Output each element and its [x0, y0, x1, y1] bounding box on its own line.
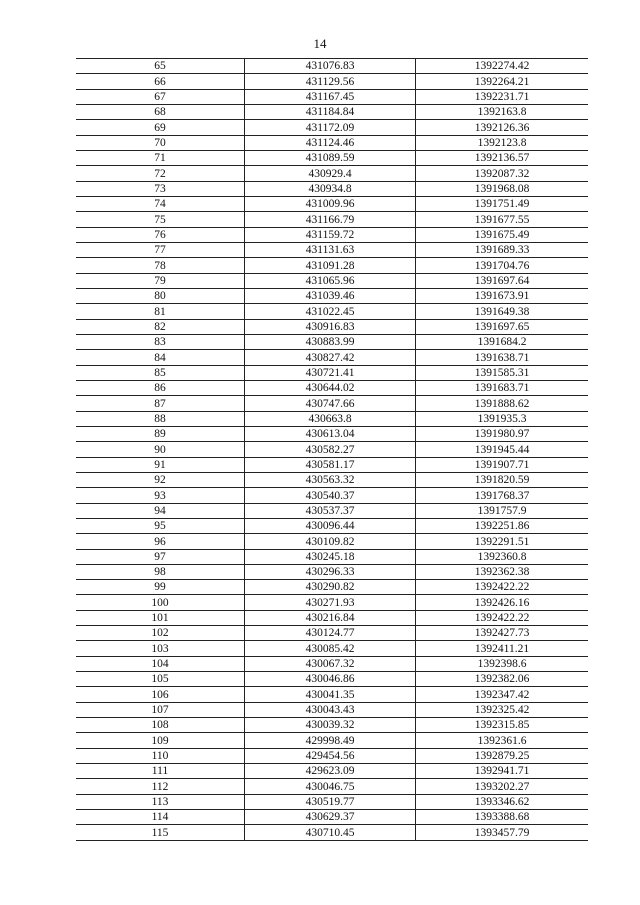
point-number-cell: 78 — [76, 258, 245, 273]
table-row — [76, 457, 588, 472]
point-number-cell: 73 — [76, 181, 245, 196]
point-number-cell: 69 — [76, 120, 245, 135]
point-number-cell: 82 — [76, 319, 245, 334]
y-coordinate-cell: 1392231.71 — [416, 89, 589, 104]
y-coordinate-cell: 1391638.71 — [416, 350, 589, 365]
point-number-cell: 93 — [76, 488, 245, 503]
point-number-cell: 84 — [76, 350, 245, 365]
table-row — [76, 135, 588, 150]
table-row — [76, 258, 588, 273]
table-row — [76, 89, 588, 104]
table-row — [76, 641, 588, 656]
x-coordinate-cell: 430710.45 — [245, 825, 416, 840]
y-coordinate-cell: 1391689.33 — [416, 242, 589, 257]
point-number-cell: 86 — [76, 380, 245, 395]
table-body — [76, 59, 588, 841]
point-number-cell: 65 — [76, 59, 245, 74]
point-number-cell: 106 — [76, 687, 245, 702]
point-number-cell: 67 — [76, 89, 245, 104]
y-coordinate-cell: 1393202.27 — [416, 779, 589, 794]
table-row — [76, 610, 588, 625]
x-coordinate-cell: 430085.42 — [245, 641, 416, 656]
x-coordinate-cell: 431089.59 — [245, 150, 416, 165]
table-row — [76, 764, 588, 779]
point-number-cell: 110 — [76, 748, 245, 763]
table-row — [76, 273, 588, 288]
table-row — [76, 718, 588, 733]
table-row — [76, 334, 588, 349]
y-coordinate-cell: 1391684.2 — [416, 334, 589, 349]
y-coordinate-cell: 1392941.71 — [416, 764, 589, 779]
table-row — [76, 702, 588, 717]
point-number-cell: 105 — [76, 672, 245, 687]
y-coordinate-cell: 1391649.38 — [416, 304, 589, 319]
y-coordinate-cell: 1392347.42 — [416, 687, 589, 702]
y-coordinate-cell: 1392422.22 — [416, 610, 589, 625]
point-number-cell: 94 — [76, 503, 245, 518]
x-coordinate-cell: 430883.99 — [245, 334, 416, 349]
x-coordinate-cell: 431159.72 — [245, 227, 416, 242]
y-coordinate-cell: 1392411.21 — [416, 641, 589, 656]
x-coordinate-cell: 430663.8 — [245, 411, 416, 426]
x-coordinate-cell: 430046.86 — [245, 672, 416, 687]
x-coordinate-cell: 431022.45 — [245, 304, 416, 319]
y-coordinate-cell: 1392361.6 — [416, 733, 589, 748]
x-coordinate-cell: 430519.77 — [245, 794, 416, 809]
x-coordinate-cell: 430540.37 — [245, 488, 416, 503]
point-number-cell: 113 — [76, 794, 245, 809]
x-coordinate-cell: 430721.41 — [245, 365, 416, 380]
x-coordinate-cell: 431091.28 — [245, 258, 416, 273]
table-row — [76, 626, 588, 641]
point-number-cell: 90 — [76, 442, 245, 457]
y-coordinate-cell: 1391751.49 — [416, 196, 589, 211]
table-row — [76, 656, 588, 671]
point-number-cell: 87 — [76, 396, 245, 411]
x-coordinate-cell: 430109.82 — [245, 534, 416, 549]
y-coordinate-cell: 1392264.21 — [416, 74, 589, 89]
point-number-cell: 92 — [76, 472, 245, 487]
page-number: 14 — [313, 36, 327, 51]
x-coordinate-cell: 430929.4 — [245, 166, 416, 181]
x-coordinate-cell: 430582.27 — [245, 442, 416, 457]
point-number-cell: 114 — [76, 810, 245, 825]
point-number-cell: 66 — [76, 74, 245, 89]
y-coordinate-cell: 1392398.6 — [416, 656, 589, 671]
point-number-cell: 72 — [76, 166, 245, 181]
x-coordinate-cell: 430039.32 — [245, 718, 416, 733]
x-coordinate-cell: 430747.66 — [245, 396, 416, 411]
y-coordinate-cell: 1392362.38 — [416, 564, 589, 579]
table-row — [76, 74, 588, 89]
table-row — [76, 595, 588, 610]
point-number-cell: 101 — [76, 610, 245, 625]
x-coordinate-cell: 431065.96 — [245, 273, 416, 288]
y-coordinate-cell: 1392427.73 — [416, 626, 589, 641]
y-coordinate-cell: 1391673.91 — [416, 288, 589, 303]
y-coordinate-cell: 1392426.16 — [416, 595, 589, 610]
table-row — [76, 825, 588, 840]
y-coordinate-cell: 1391697.64 — [416, 273, 589, 288]
table-row — [76, 288, 588, 303]
table-row — [76, 426, 588, 441]
point-number-cell: 80 — [76, 288, 245, 303]
x-coordinate-cell: 430644.02 — [245, 380, 416, 395]
y-coordinate-cell: 1391697.65 — [416, 319, 589, 334]
x-coordinate-cell: 430613.04 — [245, 426, 416, 441]
x-coordinate-cell: 429454.56 — [245, 748, 416, 763]
point-number-cell: 74 — [76, 196, 245, 211]
x-coordinate-cell: 430296.33 — [245, 564, 416, 579]
table-row — [76, 380, 588, 395]
table-row — [76, 672, 588, 687]
table-row — [76, 227, 588, 242]
x-coordinate-cell: 429623.09 — [245, 764, 416, 779]
x-coordinate-cell: 429998.49 — [245, 733, 416, 748]
x-coordinate-cell: 430043.43 — [245, 702, 416, 717]
y-coordinate-cell: 1392382.06 — [416, 672, 589, 687]
y-coordinate-cell: 1392087.32 — [416, 166, 589, 181]
x-coordinate-cell: 430124.77 — [245, 626, 416, 641]
point-number-cell: 98 — [76, 564, 245, 579]
table-row — [76, 442, 588, 457]
x-coordinate-cell: 431167.45 — [245, 89, 416, 104]
point-number-cell: 99 — [76, 580, 245, 595]
point-number-cell: 102 — [76, 626, 245, 641]
x-coordinate-cell: 430934.8 — [245, 181, 416, 196]
point-number-cell: 104 — [76, 656, 245, 671]
table-row — [76, 794, 588, 809]
y-coordinate-cell: 1392291.51 — [416, 534, 589, 549]
point-number-cell: 77 — [76, 242, 245, 257]
point-number-cell: 81 — [76, 304, 245, 319]
table-row — [76, 503, 588, 518]
point-number-cell: 91 — [76, 457, 245, 472]
x-coordinate-cell: 431166.79 — [245, 212, 416, 227]
y-coordinate-cell: 1393346.62 — [416, 794, 589, 809]
x-coordinate-cell: 430216.84 — [245, 610, 416, 625]
point-number-cell: 68 — [76, 104, 245, 119]
x-coordinate-cell: 430046.75 — [245, 779, 416, 794]
x-coordinate-cell: 430563.32 — [245, 472, 416, 487]
table-row — [76, 120, 588, 135]
x-coordinate-cell: 431076.83 — [245, 59, 416, 74]
x-coordinate-cell: 430537.37 — [245, 503, 416, 518]
x-coordinate-cell: 430629.37 — [245, 810, 416, 825]
x-coordinate-cell: 431124.46 — [245, 135, 416, 150]
y-coordinate-cell: 1391585.31 — [416, 365, 589, 380]
table-row — [76, 104, 588, 119]
y-coordinate-cell: 1392274.42 — [416, 59, 589, 74]
y-coordinate-cell: 1391768.37 — [416, 488, 589, 503]
table-row — [76, 518, 588, 533]
point-number-cell: 111 — [76, 764, 245, 779]
point-number-cell: 76 — [76, 227, 245, 242]
table-row — [76, 166, 588, 181]
x-coordinate-cell: 431039.46 — [245, 288, 416, 303]
x-coordinate-cell: 430581.17 — [245, 457, 416, 472]
x-coordinate-cell: 430290.82 — [245, 580, 416, 595]
point-number-cell: 115 — [76, 825, 245, 840]
table-row — [76, 212, 588, 227]
table-row — [76, 488, 588, 503]
table-row — [76, 472, 588, 487]
point-number-cell: 96 — [76, 534, 245, 549]
table-row — [76, 564, 588, 579]
table-row — [76, 534, 588, 549]
table-row — [76, 549, 588, 564]
table-row — [76, 810, 588, 825]
table-row — [76, 350, 588, 365]
point-number-cell: 89 — [76, 426, 245, 441]
table-row — [76, 733, 588, 748]
table-row — [76, 411, 588, 426]
x-coordinate-cell: 431184.84 — [245, 104, 416, 119]
x-coordinate-cell: 431131.63 — [245, 242, 416, 257]
table-row — [76, 580, 588, 595]
table-row — [76, 365, 588, 380]
point-number-cell: 70 — [76, 135, 245, 150]
x-coordinate-cell: 431172.09 — [245, 120, 416, 135]
y-coordinate-cell: 1392251.86 — [416, 518, 589, 533]
table-row — [76, 59, 588, 74]
point-number-cell: 103 — [76, 641, 245, 656]
point-number-cell: 108 — [76, 718, 245, 733]
y-coordinate-cell: 1392136.57 — [416, 150, 589, 165]
y-coordinate-cell: 1392879.25 — [416, 748, 589, 763]
point-number-cell: 75 — [76, 212, 245, 227]
point-number-cell: 95 — [76, 518, 245, 533]
y-coordinate-cell: 1393388.68 — [416, 810, 589, 825]
point-number-cell: 112 — [76, 779, 245, 794]
table-row — [76, 196, 588, 211]
coordinates-table — [76, 58, 588, 841]
table-row — [76, 687, 588, 702]
point-number-cell: 83 — [76, 334, 245, 349]
table-row — [76, 319, 588, 334]
y-coordinate-cell: 1392422.22 — [416, 580, 589, 595]
point-number-cell: 71 — [76, 150, 245, 165]
y-coordinate-cell: 1392315.85 — [416, 718, 589, 733]
point-number-cell: 109 — [76, 733, 245, 748]
point-number-cell: 88 — [76, 411, 245, 426]
table-row — [76, 181, 588, 196]
y-coordinate-cell: 1391888.62 — [416, 396, 589, 411]
x-coordinate-cell: 430096.44 — [245, 518, 416, 533]
point-number-cell: 100 — [76, 595, 245, 610]
point-number-cell: 85 — [76, 365, 245, 380]
table-row — [76, 748, 588, 763]
y-coordinate-cell: 1392123.8 — [416, 135, 589, 150]
x-coordinate-cell: 430916.83 — [245, 319, 416, 334]
x-coordinate-cell: 430245.18 — [245, 549, 416, 564]
y-coordinate-cell: 1391935.3 — [416, 411, 589, 426]
y-coordinate-cell: 1391757.9 — [416, 503, 589, 518]
x-coordinate-cell: 430827.42 — [245, 350, 416, 365]
y-coordinate-cell: 1391677.55 — [416, 212, 589, 227]
y-coordinate-cell: 1392325.42 — [416, 702, 589, 717]
y-coordinate-cell: 1392163.8 — [416, 104, 589, 119]
table-row — [76, 396, 588, 411]
y-coordinate-cell: 1392360.8 — [416, 549, 589, 564]
point-number-cell: 97 — [76, 549, 245, 564]
table-row — [76, 242, 588, 257]
x-coordinate-cell: 430041.35 — [245, 687, 416, 702]
y-coordinate-cell: 1391820.59 — [416, 472, 589, 487]
y-coordinate-cell: 1391980.97 — [416, 426, 589, 441]
y-coordinate-cell: 1391704.76 — [416, 258, 589, 273]
y-coordinate-cell: 1391968.08 — [416, 181, 589, 196]
table-row — [76, 150, 588, 165]
table-row — [76, 779, 588, 794]
y-coordinate-cell: 1393457.79 — [416, 825, 589, 840]
y-coordinate-cell: 1391675.49 — [416, 227, 589, 242]
point-number-cell: 107 — [76, 702, 245, 717]
x-coordinate-cell: 431009.96 — [245, 196, 416, 211]
x-coordinate-cell: 431129.56 — [245, 74, 416, 89]
point-number-cell: 79 — [76, 273, 245, 288]
table-row — [76, 304, 588, 319]
y-coordinate-cell: 1391683.71 — [416, 380, 589, 395]
y-coordinate-cell: 1391945.44 — [416, 442, 589, 457]
x-coordinate-cell: 430067.32 — [245, 656, 416, 671]
y-coordinate-cell: 1392126.36 — [416, 120, 589, 135]
x-coordinate-cell: 430271.93 — [245, 595, 416, 610]
y-coordinate-cell: 1391907.71 — [416, 457, 589, 472]
